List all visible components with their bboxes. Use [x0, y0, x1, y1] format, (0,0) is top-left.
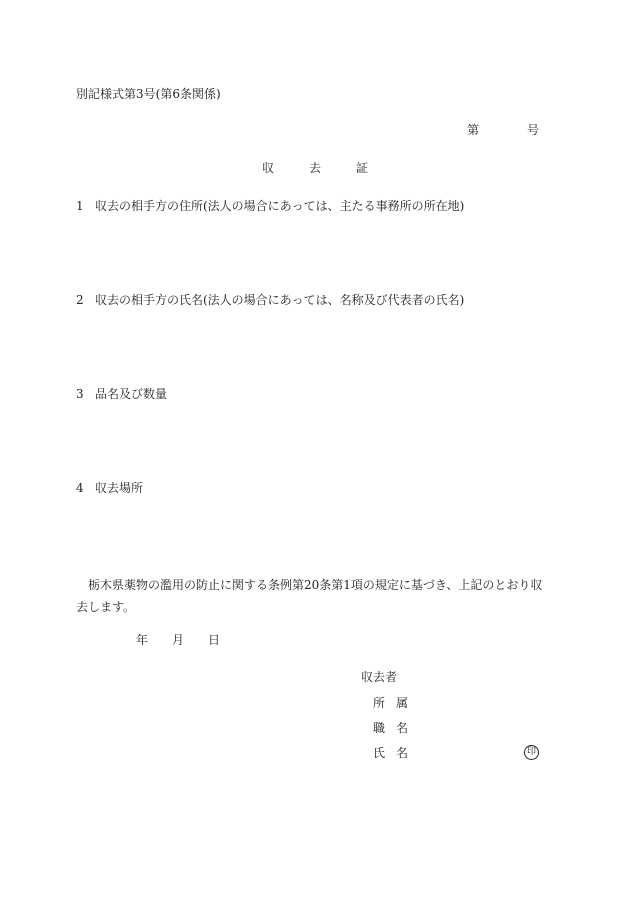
title-char: 収 [262, 161, 275, 175]
date-month: 月 [172, 633, 185, 647]
title-char: 去 [309, 161, 322, 175]
seal-mark: 印 [524, 745, 539, 760]
title-char: 証 [356, 161, 369, 175]
section-label: 収去の相手方の氏名(法人の場合にあっては、名称及び代表者の氏名) [95, 293, 465, 307]
affiliation-label-char: 属 [396, 696, 409, 710]
position-label-char: 職 [373, 721, 386, 735]
section-label: 品名及び数量 [95, 387, 168, 401]
section-number: 4 [76, 481, 84, 495]
document-number-prefix: 第 [467, 123, 480, 137]
position-label-char: 名 [396, 721, 409, 735]
section-label: 収去場所 [95, 481, 144, 495]
section-number: 2 [76, 293, 84, 307]
section-number: 3 [76, 387, 84, 401]
document-number-suffix: 号 [527, 123, 540, 137]
statement-text: 栃木県薬物の濫用の防止に関する条例第20条第1項の規定に基づき、上記のとおり収去します。 [76, 578, 543, 614]
section-number: 1 [76, 199, 84, 213]
form-label: 別記様式第3号(第6条関係) [76, 87, 221, 101]
name-label-char: 名 [396, 746, 409, 760]
name-label-char: 氏 [373, 746, 386, 760]
section-label: 収去の相手方の住所(法人の場合にあっては、主たる事務所の所在地) [95, 199, 465, 213]
date-year: 年 [136, 633, 149, 647]
statement-paragraph [76, 574, 554, 618]
affiliation-label-char: 所 [373, 696, 386, 710]
date-day: 日 [208, 633, 221, 647]
collector-heading: 収去者 [361, 670, 398, 684]
